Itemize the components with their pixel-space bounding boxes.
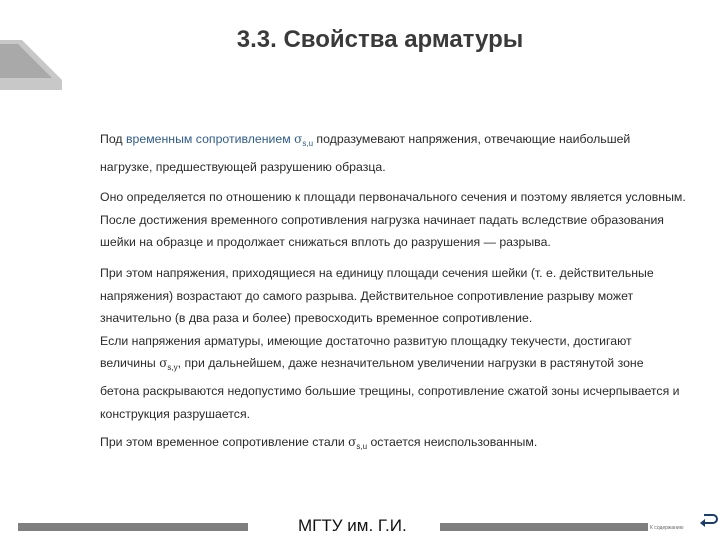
- paragraph-4: Если напряжения арматуры, имеющие достаточно развитую площадку текучести, достигают величины $\sigma_{s,y}$, при дальнейшем, даже незначительном увеличении нагрузки в растянутой зоне бетона раскрываются недопустимо большие трещины, сопротивление сжатой зоны исчерпывается и конструкция разрушается.: [100, 333, 680, 421]
- footer-label: МГТУ им. Г.И.: [298, 516, 407, 535]
- paragraph-3: При этом напряжения, приходящиеся на единицу площади сечения шейки (т. е. действительные напряжения) возрастают до самого разрыва. Действительное сопротивление разрыву может значительно (в два раза и более) превосходить временное сопротивление.: [100, 265, 654, 326]
- page-title: 3.3. Свойства арматуры: [236, 26, 524, 53]
- footer-bar-left: [18, 523, 248, 531]
- paragraph-2: Оно определяется по отношению к площади первоначального сечения и поэтому является условным. После достижения временного сопротивления нагрузка начинает падать вследствие образования шейки на образце и продолжает снижаться вплоть до разрушения — разрыва.: [100, 190, 686, 250]
- paragraph-5: При этом временное сопротивление стали $\sigma_{s,u}$ остается неиспользованным.: [100, 435, 538, 452]
- content-body: [26, 128, 686, 459]
- return-arrow-icon[interactable]: [698, 512, 718, 530]
- paragraph-1: Под временным сопротивлением $\sigma_{s,u}$ подразумевают напряжения, отвечающие наибольшей нагрузке, предшествующей разрушению образца.: [100, 132, 631, 174]
- contents-link[interactable]: К содержанию: [650, 525, 684, 531]
- footer-bar-right: [440, 523, 648, 531]
- term-highlight: временным сопротивлением: [126, 132, 291, 146]
